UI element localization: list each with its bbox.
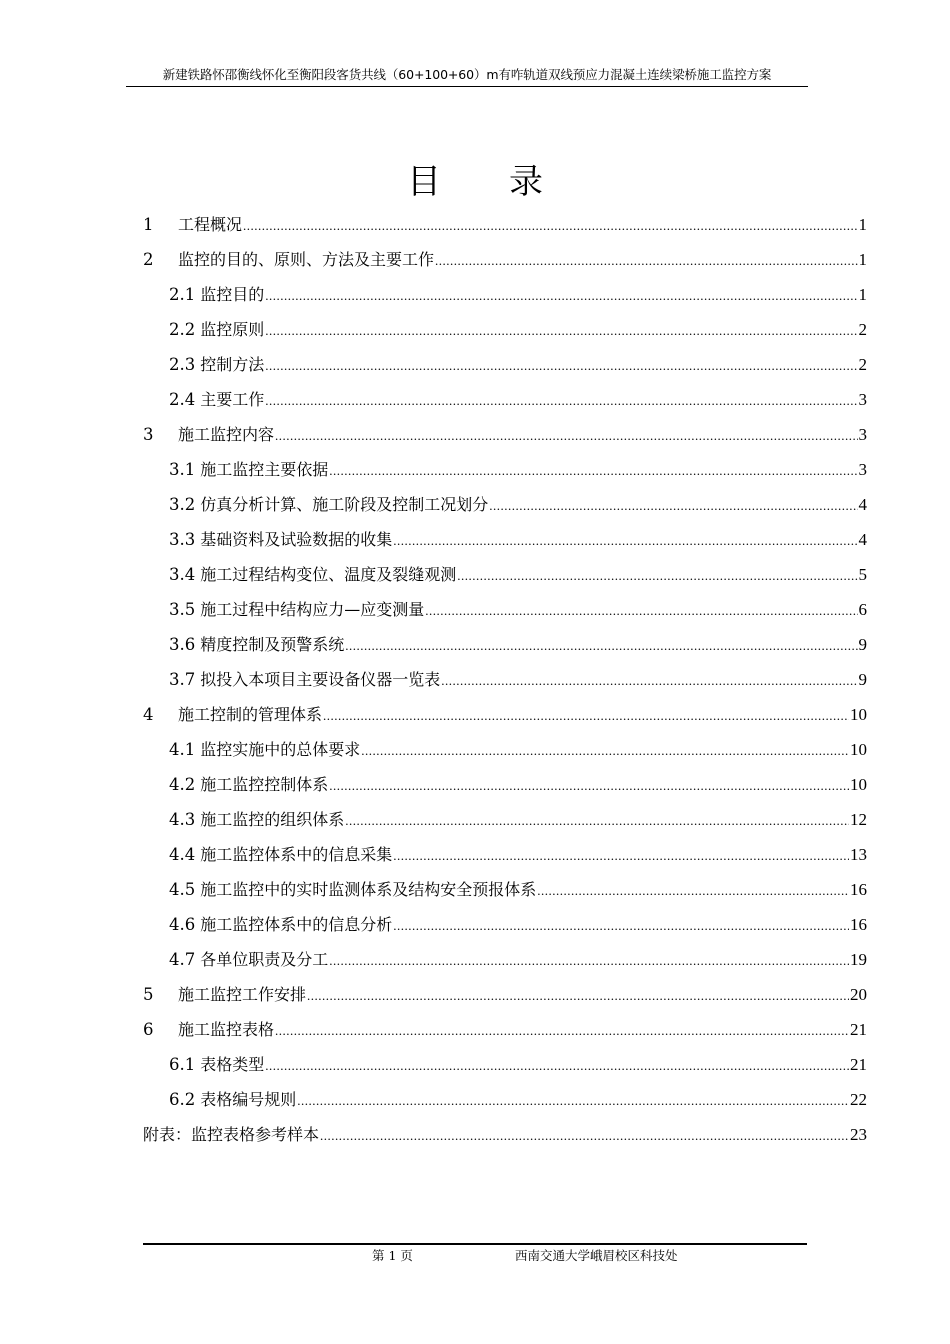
footer-page-number: 第 1 页 xyxy=(372,1248,413,1263)
toc-entry-2-4[interactable] xyxy=(169,383,867,417)
toc-entry-number: 4.4 xyxy=(169,845,196,864)
toc-entry-4-2[interactable] xyxy=(169,768,867,802)
toc-entry-number: 4.7 xyxy=(169,950,196,969)
toc-entry-number: 4.5 xyxy=(169,880,196,899)
toc-dot-leader xyxy=(329,454,857,488)
toc-entry-3-6[interactable] xyxy=(169,628,867,662)
toc-dot-leader xyxy=(345,629,857,663)
toc-entry-1[interactable] xyxy=(143,208,867,242)
toc-entry-appendix[interactable] xyxy=(143,1118,867,1152)
toc-entry-title: 拟投入本项目主要设备仪器一览表 xyxy=(200,670,441,689)
toc-entry-2[interactable] xyxy=(143,243,867,277)
toc-entry-page: 3 xyxy=(858,460,867,479)
toc-entry-3-5[interactable] xyxy=(169,593,867,627)
toc-entry-number: 6.2 xyxy=(169,1090,196,1109)
toc-entry-page: 1 xyxy=(858,250,867,269)
toc-entry-page: 1 xyxy=(858,215,867,234)
toc-entry-title: 施工过程结构变位、温度及裂缝观测 xyxy=(200,565,457,584)
toc-entry-title: 施工监控工作安排 xyxy=(178,985,307,1004)
toc-dot-leader xyxy=(265,349,857,383)
toc-entry-title: 控制方法 xyxy=(200,355,265,374)
header-rule xyxy=(126,86,808,87)
toc-entry-2-1[interactable] xyxy=(169,278,867,312)
toc-entry-page: 22 xyxy=(850,1090,867,1109)
toc-entry-3-7[interactable] xyxy=(169,663,867,697)
toc-entry-6[interactable] xyxy=(143,1013,867,1047)
toc-entry-number: 6 xyxy=(143,1020,154,1039)
toc-entry-title: 仿真分析计算、施工阶段及控制工况划分 xyxy=(200,495,489,514)
toc-entry-title: 附表：监控表格参考样本 xyxy=(143,1125,320,1144)
toc-entry-number: 4.6 xyxy=(169,915,196,934)
toc-entry-page: 16 xyxy=(850,915,867,934)
page-header: 新建铁路怀邵衡线怀化至衡阳段客货共线（60+100+60）m有咋轨道双线预应力混凝土连续梁桥施工监控方案 xyxy=(162,67,772,82)
toc-entry-page: 10 xyxy=(850,705,867,724)
toc-entry-number: 2.3 xyxy=(169,355,196,374)
footer-organization: 西南交通大学峨眉校区科技处 xyxy=(515,1248,678,1263)
toc-entry-title: 主要工作 xyxy=(200,390,265,409)
toc-entry-title: 表格编号规则 xyxy=(200,1090,297,1109)
toc-entry-number: 3.6 xyxy=(169,635,196,654)
toc-entry-number: 4 xyxy=(143,705,154,724)
toc-dot-leader xyxy=(425,594,857,628)
toc-entry-page: 13 xyxy=(850,845,867,864)
toc-entry-page: 3 xyxy=(858,425,867,444)
toc-entry-4-7[interactable] xyxy=(169,943,867,977)
toc-entry-title: 施工监控的组织体系 xyxy=(200,810,345,829)
toc-entry-title: 施工控制的管理体系 xyxy=(178,705,323,724)
toc-entry-number: 4.3 xyxy=(169,810,196,829)
toc-entry-5[interactable] xyxy=(143,978,867,1012)
toc-entry-6-1[interactable] xyxy=(169,1048,867,1082)
toc-dot-leader xyxy=(393,839,849,873)
toc-entry-3-3[interactable] xyxy=(169,523,867,557)
toc-dot-leader xyxy=(435,244,857,278)
toc-entry-number: 2.1 xyxy=(169,285,196,304)
toc-entry-title: 施工监控中的实时监测体系及结构安全预报体系 xyxy=(200,880,537,899)
toc-entry-2-2[interactable] xyxy=(169,313,867,347)
toc-entry-title: 施工监控控制体系 xyxy=(200,775,329,794)
toc-entry-number: 3.5 xyxy=(169,600,196,619)
toc-entry-page: 20 xyxy=(850,985,867,1004)
toc-dot-leader xyxy=(320,1119,849,1153)
toc-dot-leader xyxy=(265,384,857,418)
toc-dot-leader xyxy=(275,419,857,453)
toc-entry-3-4[interactable] xyxy=(169,558,867,592)
toc-entry-page: 5 xyxy=(858,565,867,584)
toc-dot-leader xyxy=(537,874,849,908)
toc-entry-3[interactable] xyxy=(143,418,867,452)
toc-dot-leader xyxy=(393,909,849,943)
toc-entry-page: 9 xyxy=(858,635,867,654)
toc-entry-4-4[interactable] xyxy=(169,838,867,872)
toc-dot-leader xyxy=(307,979,849,1013)
toc-entry-title: 施工监控内容 xyxy=(178,425,275,444)
toc-dot-leader xyxy=(489,489,857,523)
toc-entry-page: 10 xyxy=(850,775,867,794)
toc-entry-page: 9 xyxy=(858,670,867,689)
toc-entry-number: 3.2 xyxy=(169,495,196,514)
toc-entry-number: 4.1 xyxy=(169,740,196,759)
toc-dot-leader xyxy=(393,524,857,558)
toc-entry-title: 监控实施中的总体要求 xyxy=(200,740,361,759)
toc-entry-page: 19 xyxy=(850,950,867,969)
toc-dot-leader xyxy=(457,559,857,593)
toc-entry-title: 监控原则 xyxy=(200,320,265,339)
toc-entry-4-1[interactable] xyxy=(169,733,867,767)
toc-dot-leader xyxy=(265,1049,849,1083)
toc-entry-number: 3.7 xyxy=(169,670,196,689)
toc-entry-3-2[interactable] xyxy=(169,488,867,522)
toc-entry-title: 施工监控主要依据 xyxy=(200,460,329,479)
toc-entry-page: 4 xyxy=(858,495,867,514)
toc-entry-page: 2 xyxy=(858,355,867,374)
toc-entry-title: 各单位职责及分工 xyxy=(200,950,329,969)
toc-entry-number: 3 xyxy=(143,425,154,444)
toc-entry-number: 1 xyxy=(143,215,154,234)
toc-entry-title: 监控目的 xyxy=(200,285,265,304)
toc-entry-2-3[interactable] xyxy=(169,348,867,382)
toc-entry-number: 3.4 xyxy=(169,565,196,584)
toc-entry-title: 施工监控体系中的信息采集 xyxy=(200,845,393,864)
toc-dot-leader xyxy=(441,664,857,698)
toc-entry-number: 6.1 xyxy=(169,1055,196,1074)
toc-entry-title: 工程概况 xyxy=(178,215,243,234)
toc-entry-title: 基础资料及试验数据的收集 xyxy=(200,530,393,549)
toc-entry-6-2[interactable] xyxy=(169,1083,867,1117)
toc-entry-page: 16 xyxy=(850,880,867,899)
toc-dot-leader xyxy=(361,734,849,768)
toc-entry-page: 12 xyxy=(850,810,867,829)
toc-entry-page: 3 xyxy=(858,390,867,409)
toc-dot-leader xyxy=(275,1014,849,1048)
toc-dot-leader xyxy=(329,944,849,978)
toc-entry-title: 表格类型 xyxy=(200,1055,265,1074)
toc-entry-number: 3.1 xyxy=(169,460,196,479)
footer-rule xyxy=(143,1243,807,1245)
toc-title: 目 录 xyxy=(407,162,543,202)
toc-entry-4-5[interactable] xyxy=(169,873,867,907)
toc-entry-title: 施工过程中结构应力—应变测量 xyxy=(200,600,425,619)
toc-entry-4-3[interactable] xyxy=(169,803,867,837)
toc-entry-title: 施工监控体系中的信息分析 xyxy=(200,915,393,934)
toc-entry-page: 10 xyxy=(850,740,867,759)
toc-dot-leader xyxy=(329,769,849,803)
toc-entry-title: 精度控制及预警系统 xyxy=(200,635,345,654)
toc-entry-number: 4.2 xyxy=(169,775,196,794)
toc-entry-4[interactable] xyxy=(143,698,867,732)
toc-dot-leader xyxy=(297,1084,849,1118)
toc-entry-number: 2.2 xyxy=(169,320,196,339)
toc-entry-page: 21 xyxy=(850,1055,867,1074)
toc-dot-leader xyxy=(323,699,849,733)
toc-entry-title: 监控的目的、原则、方法及主要工作 xyxy=(178,250,435,269)
toc-dot-leader xyxy=(345,804,849,838)
toc-entry-4-6[interactable] xyxy=(169,908,867,942)
toc-dot-leader xyxy=(265,279,857,313)
toc-entry-page: 6 xyxy=(858,600,867,619)
toc-entry-page: 2 xyxy=(858,320,867,339)
toc-dot-leader xyxy=(243,209,857,243)
toc-entry-number: 2.4 xyxy=(169,390,196,409)
toc-entry-3-1[interactable] xyxy=(169,453,867,487)
toc-entry-page: 1 xyxy=(858,285,867,304)
toc-dot-leader xyxy=(265,314,857,348)
toc-entry-number: 2 xyxy=(143,250,154,269)
toc-entry-page: 23 xyxy=(850,1125,867,1144)
toc-entry-page: 21 xyxy=(850,1020,867,1039)
toc-entry-number: 3.3 xyxy=(169,530,196,549)
toc-entry-number: 5 xyxy=(143,985,154,1004)
toc-entry-page: 4 xyxy=(858,530,867,549)
toc-entry-title: 施工监控表格 xyxy=(178,1020,275,1039)
